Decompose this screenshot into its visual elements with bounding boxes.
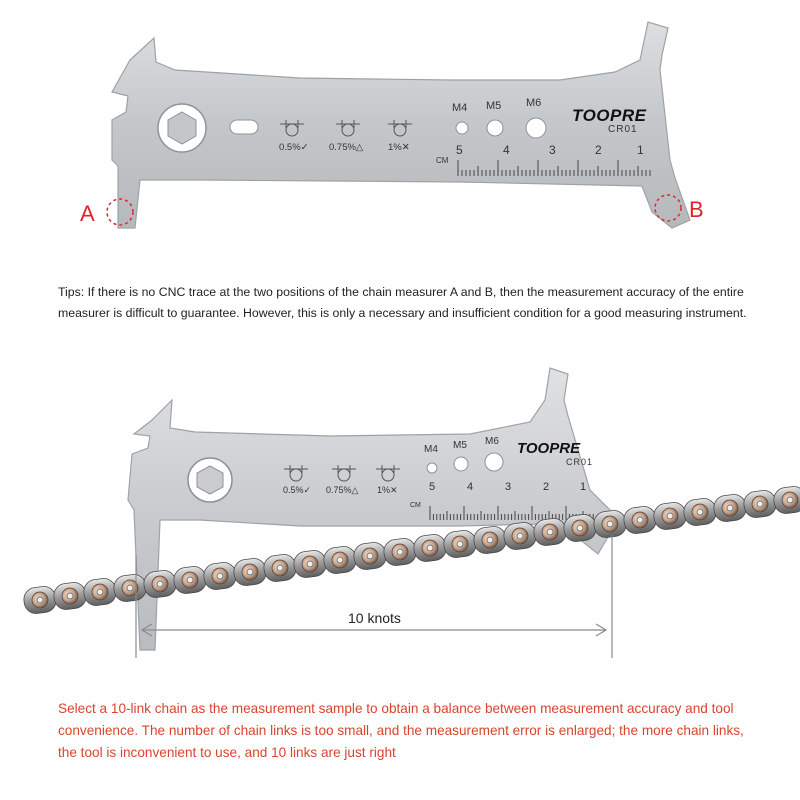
top-brand-logo: TOOPRE — [572, 106, 647, 125]
chain-link — [82, 577, 117, 607]
bottom-wear-label-2: 1%✕ — [377, 485, 398, 495]
chain-link — [322, 545, 357, 575]
bottom-wear-label-1: 0.75%△ — [326, 485, 359, 495]
chain-link — [622, 505, 657, 535]
top-ruler-num-3: 3 — [549, 143, 556, 157]
hole-m4 — [456, 122, 468, 134]
chain-link — [172, 565, 207, 595]
chain-link — [412, 533, 447, 563]
slot-hole — [230, 120, 258, 134]
chain-link — [712, 493, 747, 523]
chain-link — [682, 497, 717, 527]
top-size-label-m5: M5 — [486, 100, 502, 112]
bottom-explanation-text: Select a 10-link chain as the measurement sample to obtain a balance between measurement accuracy and tool convenience. The number of chain links is too small, and the measurement error is enlarged; the more chain links, the tool is inconvenient to use, and 10 links are just right — [58, 701, 744, 760]
chain-link — [652, 501, 687, 531]
chain-link — [202, 561, 237, 591]
chain-link — [472, 525, 507, 555]
top-ruler-num-1: 1 — [637, 143, 644, 157]
bottom-ruler-num-1: 1 — [580, 481, 587, 493]
chain-link — [352, 541, 387, 571]
bottom-size-label-m6: M6 — [485, 436, 499, 447]
bottom-ruler-unit: CM — [410, 502, 421, 509]
bottom-ruler-num-2: 2 — [543, 481, 550, 493]
top-size-label-m6: M6 — [526, 97, 542, 109]
bottom-hole-m6 — [485, 453, 503, 471]
top-ruler-unit: CM — [436, 156, 449, 165]
top-wear-label-2: 1%✕ — [388, 142, 410, 153]
bottom-ruler-num-5: 5 — [429, 481, 436, 493]
marker-b-label: B — [689, 197, 704, 222]
chain-link — [502, 521, 537, 551]
bottom-hole-m4 — [427, 463, 437, 473]
bottom-wear-label-0: 0.5%✓ — [283, 485, 312, 495]
top-ruler-num-5: 5 — [456, 143, 463, 157]
top-wear-label-1: 0.75%△ — [329, 142, 364, 153]
bottom-chain-measurement-illustration — [0, 360, 800, 680]
chain-link — [742, 489, 777, 519]
chain-link — [22, 585, 57, 615]
bottom-ruler-num-3: 3 — [505, 481, 512, 493]
chain-link — [232, 557, 267, 587]
bottom-hole-m5 — [454, 457, 468, 471]
hole-m5 — [487, 120, 503, 136]
bottom-model-label: CR01 — [566, 457, 594, 467]
chain-link — [772, 485, 800, 515]
marker-a-label: A — [80, 201, 95, 226]
marker-b-circle — [652, 192, 684, 224]
top-ruler-num-4: 4 — [503, 143, 510, 157]
chain-link — [442, 529, 477, 559]
tips-text: Tips: If there is no CNC trace at the two positions of the chain measurer A and B, then the measurement accuracy of the entire measurer is difficult to guarantee. However, this is only a necessary and insufficient condition for a good measuring instrument. — [58, 285, 747, 320]
marker-a-circle — [104, 196, 136, 228]
top-wear-label-0: 0.5%✓ — [279, 142, 309, 153]
chain-link — [292, 549, 327, 579]
top-size-label-m4: M4 — [452, 102, 468, 114]
top-model-label: CR01 — [608, 124, 638, 135]
bottom-tool-body — [128, 368, 612, 650]
top-ruler-num-2: 2 — [595, 143, 602, 157]
bottom-ruler-num-4: 4 — [467, 481, 474, 493]
chain-link — [382, 537, 417, 567]
bottom-size-label-m4: M4 — [424, 444, 438, 455]
hole-m6 — [526, 118, 546, 138]
measure-label: 10 knots — [348, 610, 401, 626]
chain-link — [52, 581, 87, 611]
chain-link — [262, 553, 297, 583]
bottom-size-label-m5: M5 — [453, 440, 467, 451]
bottom-brand-logo: TOOPRE — [517, 440, 581, 457]
